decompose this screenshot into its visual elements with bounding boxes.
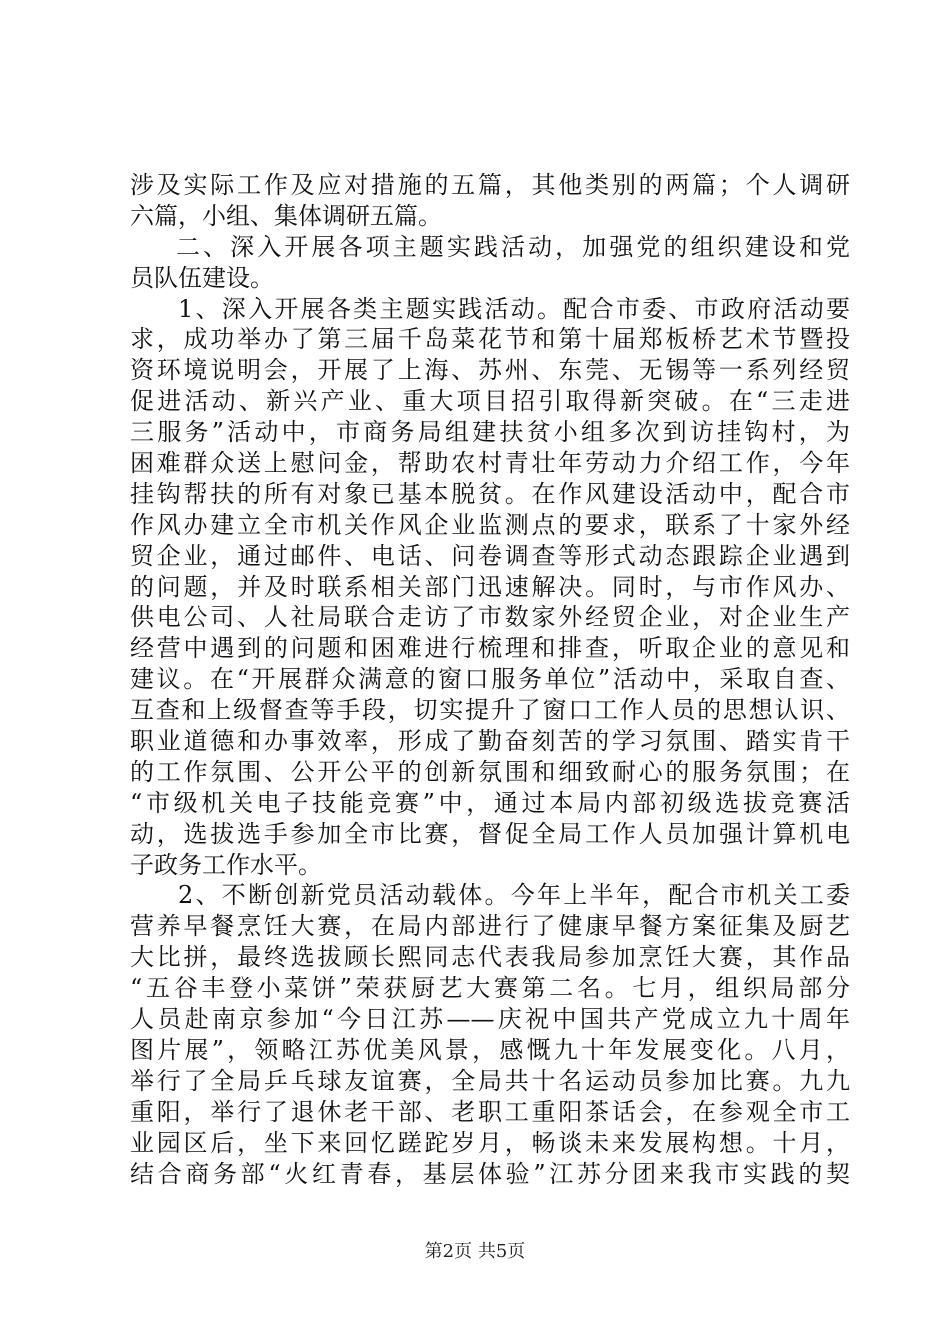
text-line: 的问题，并及时联系相关部门迅速解决。同时，与市作风办、 — [130, 572, 850, 601]
text-line: 动，选拔选手参加全市比赛，督促全局工作人员加强计算机电 — [130, 819, 850, 848]
text-line: 1、深入开展各类主题实践活动。配合市委、市政府活动要 — [178, 294, 850, 323]
text-line: 六篇，小组、集体调研五篇。 — [130, 201, 442, 230]
text-line: 求，成功举办了第三届千岛菜花节和第十届郑板桥艺术节暨投 — [130, 325, 850, 354]
text-line: 经营中遇到的问题和困难进行梳理和排查，听取企业的意见和 — [130, 634, 850, 663]
text-line: 业园区后，坐下来回忆蹉跎岁月，畅谈未来发展构想。十月， — [130, 1128, 850, 1157]
text-line: 互查和上级督查等手段，切实提升了窗口工作人员的思想认识、 — [130, 696, 850, 725]
text-line: 营养早餐烹饪大赛，在局内部进行了健康早餐方案征集及厨艺 — [130, 912, 850, 941]
text-line: 大比拼，最终选拔顾长熙同志代表我局参加烹饪大赛，其作品 — [130, 943, 850, 972]
text-line: 职业道德和办事效率，形成了勤奋刻苦的学习氛围、踏实肯干 — [130, 727, 850, 756]
text-line: 建议。在“开展群众满意的窗口服务单位”活动中，采取自查、 — [130, 665, 850, 694]
text-line: 2、不断创新党员活动载体。今年上半年，配合市机关工委 — [178, 881, 850, 910]
text-line: 重阳，举行了退休老干部、老职工重阳茶话会，在参观全市工 — [130, 1097, 850, 1126]
text-line: 挂钩帮扶的所有对象已基本脱贫。在作风建设活动中，配合市 — [130, 479, 850, 508]
section-heading-line: 员队伍建设。 — [130, 263, 274, 292]
text-line: 子政务工作水平。 — [130, 850, 322, 879]
text-line: 涉及实际工作及应对措施的五篇，其他类别的两篇；个人调研 — [130, 171, 850, 199]
section-heading-line: 二、深入开展各项主题实践活动，加强党的组织建设和党 — [176, 232, 850, 261]
text-line: 图片展”，领略江苏优美风景，感慨九十年发展变化。八月， — [130, 1035, 850, 1064]
text-line: 供电公司、人社局联合走访了市数家外经贸企业，对企业生产 — [130, 603, 850, 632]
text-line: 三服务”活动中，市商务局组建扶贫小组多次到访挂钩村，为 — [130, 418, 850, 447]
text-line: 人员赴南京参加“今日江苏——庆祝中国共产党成立九十周年 — [130, 1005, 850, 1034]
page-number-footer: 第2页 共5页 — [424, 1241, 526, 1262]
text-line: 作风办建立全市机关作风企业监测点的要求，联系了十家外经 — [130, 510, 850, 539]
text-line: “五谷丰登小菜饼”荣获厨艺大赛第二名。七月，组织局部分 — [130, 974, 850, 1003]
text-line: 举行了全局乒乓球友谊赛，全局共十名运动员参加比赛。九九 — [130, 1066, 850, 1095]
document-body — [130, 170, 850, 1189]
text-line: 贸企业，通过邮件、电话、问卷调查等形式动态跟踪企业遇到 — [130, 541, 850, 570]
text-line: 结合商务部“火红青春，基层体验”江苏分团来我市实践的契 — [130, 1159, 850, 1188]
text-line: 资环境说明会，开展了上海、苏州、东莞、无锡等一系列经贸 — [130, 356, 850, 385]
text-line: 困难群众送上慰问金，帮助农村青壮年劳动力介绍工作，今年 — [130, 449, 850, 478]
text-line: 促进活动、新兴产业、重大项目招引取得新突破。在“三走进 — [130, 387, 850, 416]
text-line: 的工作氛围、公开公平的创新氛围和细致耐心的服务氛围；在 — [130, 757, 850, 786]
text-line: “市级机关电子技能竞赛”中，通过本局内部初级选拔竞赛活 — [130, 788, 850, 817]
